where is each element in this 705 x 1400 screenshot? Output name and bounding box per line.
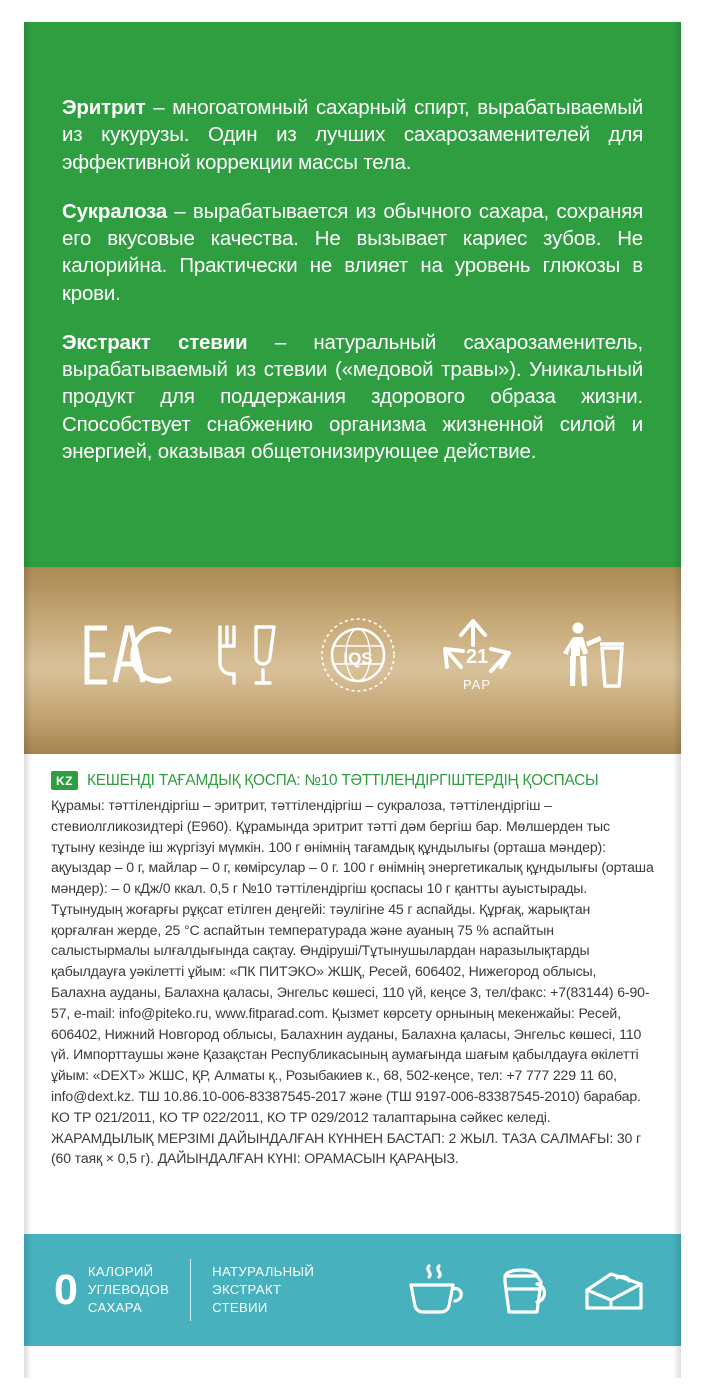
recycling-material-label: PAP (462, 677, 491, 692)
food-safe-fork-glass-icon (216, 623, 278, 687)
zero-claim-lines (88, 1263, 169, 1316)
usage-icon-row (403, 1262, 651, 1318)
iqs-certification-icon (319, 616, 397, 694)
certification-gold-band (24, 567, 681, 754)
svg-text:IQS: IQS (343, 649, 374, 668)
stevia-claim-line-1: НАТУРАЛЬНЫЙ (212, 1264, 315, 1280)
kz-information-block (24, 754, 681, 1234)
kz-product-title: КЕШЕНДІ ТАҒАМДЫҚ ҚОСПА: №10 ТӘТТІЛЕНДІРГІШТЕРДІҢ ҚОСПАСЫ (87, 771, 599, 789)
zero-claim-line-2: УГЛЕВОДОВ (87, 1282, 170, 1298)
certification-icon-row (24, 615, 681, 695)
eac-mark-icon (79, 624, 175, 686)
ingredient-name-stevia-extract: Экстракт стевии (62, 330, 248, 354)
zero-value: 0 (54, 1265, 78, 1314)
kz-header-row (51, 771, 654, 790)
zero-claim-line-3: САХАРА (87, 1299, 143, 1315)
ingredient-name-erythritol: Эритрит (62, 96, 146, 119)
package-bottom-strip (24, 1346, 681, 1378)
claims-divider (190, 1259, 191, 1321)
cake-slice-icon (581, 1262, 647, 1318)
ingredient-sucralose (62, 198, 643, 307)
stevia-claim-group (212, 1263, 314, 1316)
ingredient-erythritol (62, 94, 643, 176)
ingredients-green-panel (24, 22, 681, 567)
ingredient-desc-erythritol: – многоатомный сахарный спирт, вырабатываемый из кукурузы. Один из лучших сахарозаменителей для эффективной коррекции массы тела. (62, 96, 643, 174)
recycling-pap-21-icon (439, 615, 515, 695)
stevia-claim-line-3: СТЕВИИ (212, 1299, 268, 1315)
stevia-claim-line-2: ЭКСТРАКТ (212, 1282, 282, 1298)
kz-body-text: Құрамы: тәттілендіргіш – эритрит, тәттілендіргіш – сукралоза, тәттілендіргіш – стевиолгликозидтері (E960). Құрамында эритрит тәтті дәм бергіш бар. Мөлшерден тыс тұтыну кезінде іш жүргізуі мүмкін. 100 г өнімнің тағамдық құндылығы (орташа мәндер): ақуыздар – 0 г, майлар – 0 г, көмірсулар – 0 г. 100 г өнімнің энергетикалық құндылығы (орташа мәндер): – 0 кДж/0 ккал. 0,5 г №10 тәттілендіргіш қоспасы 10 г қантты ауыстырады. Тұтынудың жоғарғы рұқсат етілген деңгейі: тәулігіне 45 г аспайды. Құрғақ, жарықтан қорғалған жерде, 25 °С аспайтын температурада және ауаның 75 % аспайтын салыстырмалы ылғалдығында сақтау. Өндіруші/Тұтынушылардан наразылықтарды қабылдауға уәкілетті ұйым: «ПК ПИТЭКО» ЖШҚ, Ресей, 606402, Нижегород облысы, Балахна ауданы, Балахна қаласы, Энгельс көшесі, 110 үй, кеңсе 3, тел/факс: +7(83144) 6-90-57, e-mail: info@piteko.ru, www.fitparad.com. Қызмет көрсету орнының мекенжайы: Ресей, 606402, Нижний Новгород облысы, Балахнин ауданы, Балахна қаласы, Энгельс көшесі, 110 үй. Импорттаушы және Қазақстан Республикасының аумағында шағым қабылдауға өкілетті ұйым: «DEXT» ЖШС, ҚР, Алматы қ., Розыбакиев к., 68, 502-кеңсе, тел: +7 777 229 11 60, info@dext.kz. ТШ 10.86.10-006-83387545-2017 және (ТШ 9197-006-83387545-2010) барабар. КО ТР 021/2011, КО ТР 022/2011, КО ТР 029/2012 талаптарына сәйкес келеді. ЖАРАМДЫЛЫҚ МЕРЗІМІ ДАЙЫНДАЛҒАН КҮННЕН БАСТАП: 2 ЖЫЛ. ТАЗА САЛМАҒЫ: 30 г (60 таяқ × 0,5 г). ДАЙЫНДАЛҒАН КҮНІ: ОРАМАСЫН ҚАРАҢЫЗ. (51, 797, 654, 1167)
recycling-code-number: 21 (465, 646, 488, 668)
ingredient-desc-sucralose: – вырабатывается из обычного сахара, сохраняя его вкусовые качества. Не вызывает кариес зубов. Не калорийна. Практически не влияет на уровень глюкозы в крови. (62, 199, 643, 305)
pitcher-jug-icon (493, 1262, 555, 1318)
zero-claim-line-1: КАЛОРИЙ (87, 1264, 154, 1280)
zero-claim-group (54, 1263, 169, 1316)
claims-teal-band (24, 1234, 681, 1346)
keep-clean-bin-icon (556, 620, 626, 690)
ingredient-desc-stevia-extract: – натуральный сахарозаменитель, вырабатываемый из стевии («медовой травы»). Уникальный продукт для поддержания здорового образа жизни. Способствует снабжению организма жизненной силой и энергией, оказывая общетонизирующее действие. (62, 330, 643, 463)
coffee-cup-icon (403, 1262, 467, 1318)
ingredient-name-sucralose: Сукралоза (62, 199, 167, 223)
language-badge-kz: KZ (51, 771, 78, 790)
ingredient-stevia-extract (62, 329, 643, 465)
